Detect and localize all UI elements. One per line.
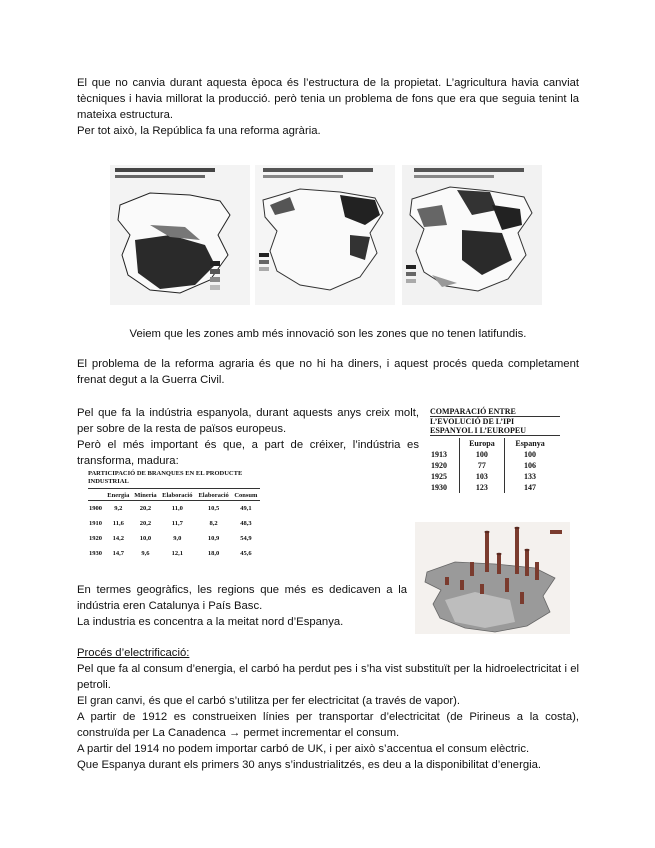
participation-header: Elaboració [162, 492, 193, 499]
comparison-cell: 1920 [431, 461, 447, 470]
comparison-cell: 100 [459, 449, 504, 460]
industry-line-2: Però el més important és que, a part de créixer, l’indústria es transforma, madura: [77, 439, 419, 467]
electrification-line-2: El gran canvi, és que el carbó s’utilitza per fer electricitat (a través de vapor). [77, 695, 461, 707]
participation-cell: 9,6 [141, 549, 150, 557]
comparison-cell: 1930 [431, 483, 447, 492]
comparison-cell: 100 [505, 449, 555, 460]
participation-title: PARTICIPACIÓ DE BRANQUES EN EL PRODUCTE INDUSTRIAL [88, 470, 260, 489]
participation-header: Consum [234, 492, 258, 499]
industry-paragraph [77, 405, 419, 469]
participation-cell: 20,2 [139, 519, 152, 527]
comparison-title-3: ESPANYOL I L’EUROPEU [430, 426, 560, 436]
participation-cell: 10,5 [207, 504, 220, 512]
regions-paragraph [77, 582, 407, 630]
comparison-grid [430, 438, 555, 493]
participation-grid [88, 491, 260, 561]
participation-cell: 10,9 [207, 534, 220, 542]
participation-cell: 18,0 [207, 549, 220, 557]
participation-cell: 8,2 [209, 519, 218, 527]
regions-line-1: En termes geogràfics, les regions que més es dedicaven a la indústria eren Catalunya i País Basc. [77, 584, 407, 612]
participation-header: Elaboració [198, 492, 229, 499]
comparison-title-2: L’EVOLUCIÓ DE L’IPI [430, 417, 515, 426]
industrial-map [415, 522, 570, 634]
electrification-line-1: Pel que fa al consum d’energia, el carbó ha perdut pes i s’ha vist substituït per la hidroelectricitat i el petroli. [77, 663, 579, 691]
participation-cell: 45,6 [240, 549, 252, 557]
participation-cell: 49,1 [240, 504, 252, 512]
electrification-heading: Procés d’electrificació: [77, 647, 190, 659]
electrification-line-3: A partir de 1912 es construeixen línies per transportar d’electricitat (de Pirineus a la costa), construïda per La Canadenca → permet incrementar el consum. [77, 711, 579, 739]
participation-cell: 11,0 [171, 504, 183, 512]
map-innovation-2 [402, 165, 542, 305]
intro-paragraph [77, 75, 579, 139]
electrification-line-4: A partir del 1914 no podem importar carbó de UK, i per això s’accentua el consum elèctric. [77, 743, 530, 755]
comparison-cell: 1925 [431, 472, 447, 481]
reform-paragraph: El problema de la reforma agraria és que no hi ha diners, i aquest procés queda completament frenat degut a la Guerra Civil. [77, 358, 579, 386]
participation-cell: 1920 [89, 534, 102, 542]
participation-cell: 9,0 [173, 534, 182, 542]
comparison-title-1: COMPARACIÓ ENTRE [430, 407, 560, 417]
participation-cell: 12,1 [171, 549, 183, 557]
comparison-cell: 133 [505, 471, 555, 482]
participation-cell: 1900 [89, 504, 102, 512]
participation-cell: 14,2 [112, 534, 124, 542]
participation-cell: 1930 [89, 549, 102, 557]
comparison-cell: 77 [459, 460, 504, 471]
comparison-header: Europa [459, 438, 504, 449]
participation-cell: 9,2 [114, 504, 123, 512]
comparison-header: Espanya [505, 438, 555, 449]
participation-cell: 20,2 [139, 504, 152, 512]
electrification-line-5: Que Espanya durant els primers 30 anys s’industrialitzés, es deu a la disponibilitat d’energia. [77, 759, 542, 771]
regions-line-2: La industria es concentra a la meitat nord d’Espanya. [77, 616, 344, 628]
comparison-cell: 106 [505, 460, 555, 471]
map-latifundia [110, 165, 250, 305]
participation-header: Mineria [134, 492, 157, 499]
participation-cell: 54,9 [240, 534, 252, 542]
comparison-cell: 147 [505, 482, 555, 493]
comparison-table [430, 407, 560, 493]
maps-figure [110, 165, 542, 305]
comparison-cell: 1913 [431, 450, 447, 459]
industry-line-1: Pel que fa la indústria espanyola, durant aquests anys creix molt, per sobre de la resta de països europeus. [77, 407, 419, 435]
electrification-section [77, 645, 579, 773]
participation-cell: 14,7 [112, 549, 124, 557]
participation-cell: 48,3 [240, 519, 252, 527]
participation-header: Energia [107, 492, 130, 499]
comparison-cell: 103 [459, 471, 504, 482]
map-innovation-1 [255, 165, 395, 305]
participation-cell: 11,7 [171, 519, 183, 527]
participation-cell: 10,0 [139, 534, 152, 542]
participation-cell: 11,6 [112, 519, 124, 527]
intro-line-1: El que no canvia durant aquesta època és l’estructura de la propietat. L’agricultura havia canviat tècniques i havia millorat la producció. però tenia un problema de fons que era que seguia tenint la mateixa estructura. [77, 77, 579, 121]
maps-caption: Veiem que les zones amb més innovació son les zones que no tenen latifundis. [129, 328, 527, 340]
participation-cell: 1910 [89, 519, 102, 527]
participation-table [88, 470, 260, 561]
comparison-cell: 123 [459, 482, 504, 493]
intro-line-2: Per tot això, la República fa una reforma agrària. [77, 125, 321, 137]
